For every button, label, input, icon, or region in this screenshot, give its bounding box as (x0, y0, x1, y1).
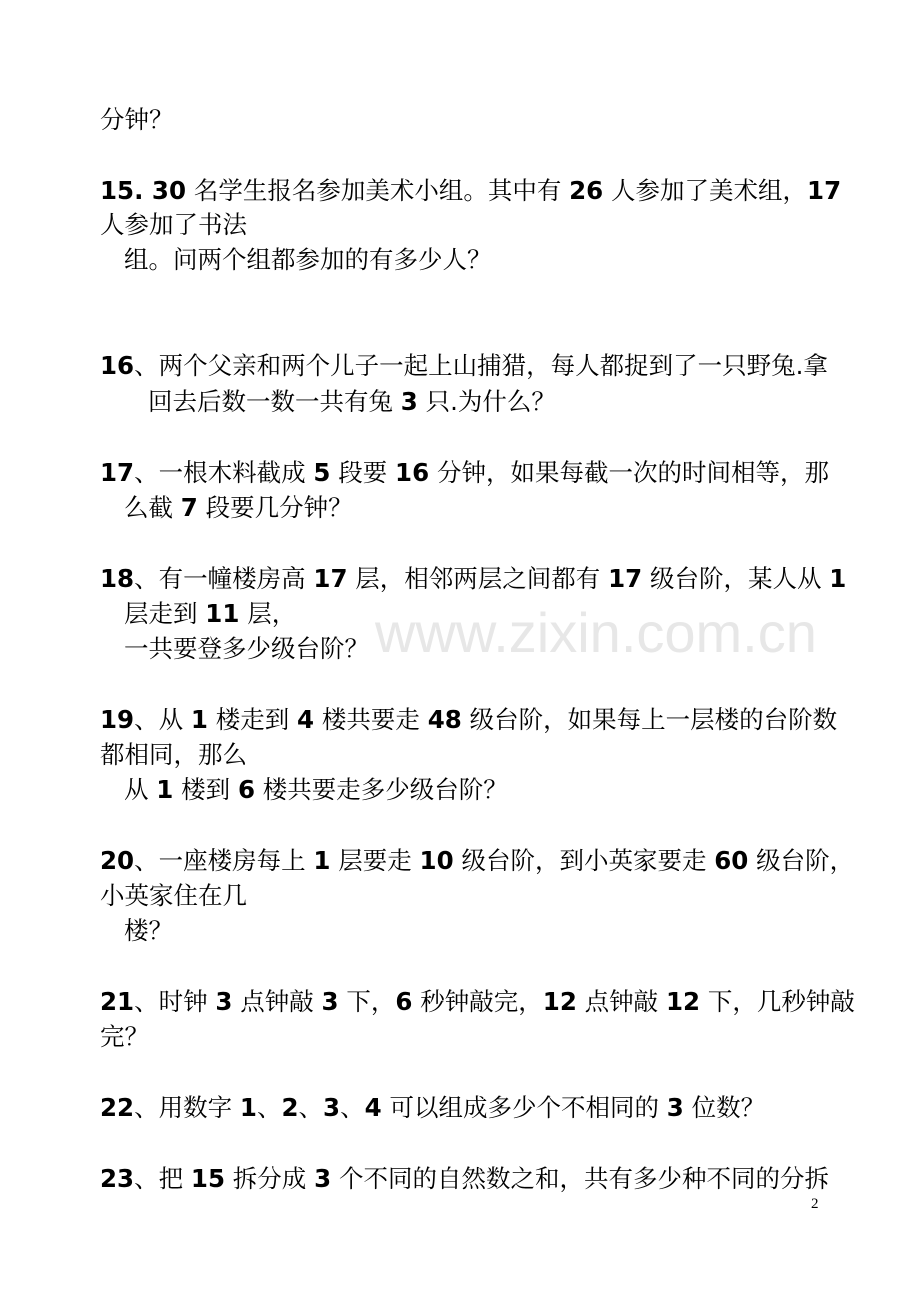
question-18-line-2: 层走到 11 层， (124, 599, 297, 628)
question-20-line-2: 小英家住在几 (100, 881, 247, 910)
question-18-line-1: 18、有一幢楼房高 17 层，相邻两层之间都有 17 级台阶，某人从 1 (100, 564, 847, 593)
question-21-line-2: 完？ (100, 1022, 149, 1051)
question-21-line-1: 21、时钟 3 点钟敲 3 下，6 秒钟敲完，12 点钟敲 12 下，几秒钟敲 (100, 987, 855, 1016)
question-23-line-1: 23、把 15 拆分成 3 个不同的自然数之和，共有多少种不同的分拆 (100, 1164, 829, 1193)
question-17-line-1: 17、一根木料截成 5 段要 16 分钟，如果每截一次的时间相等，那 (100, 458, 829, 487)
watermark: www.zixin.com.cn (375, 601, 817, 664)
question-16-line-1: 16、两个父亲和两个儿子一起上山捕猎，每人都捉到了一只野兔.拿 (100, 351, 828, 380)
question-15-line-1: 15. 30 名学生报名参加美术小组。其中有 26 人参加了美术组，17 (100, 176, 842, 205)
question-18-line-3: 一共要登多少级台阶？ (124, 634, 369, 663)
text-line: 分钟？ (100, 105, 174, 134)
question-19-line-2: 都相同，那么 (100, 740, 247, 769)
question-17-line-2: 么截 7 段要几分钟？ (124, 493, 353, 522)
question-20-line-1: 20、一座楼房每上 1 层要走 10 级台阶，到小英家要走 60 级台阶， (100, 846, 855, 875)
question-15-line-3: 组。问两个组都参加的有多少人？ (124, 245, 492, 274)
question-19-line-3: 从 1 楼到 6 楼共要走多少级台阶？ (124, 775, 508, 804)
question-20-line-3: 楼？ (124, 916, 173, 945)
question-22-line-1: 22、用数字 1、2、3、4 可以组成多少个不相同的 3 位数？ (100, 1093, 766, 1122)
page-number: 2 (811, 1196, 819, 1212)
question-15-line-2: 人参加了书法 (100, 210, 247, 239)
question-19-line-1: 19、从 1 楼走到 4 楼共要走 48 级台阶，如果每上一层楼的台阶数 (100, 705, 838, 734)
question-16-line-2: 回去后数一数一共有兔 3 只.为什么？ (148, 387, 556, 416)
